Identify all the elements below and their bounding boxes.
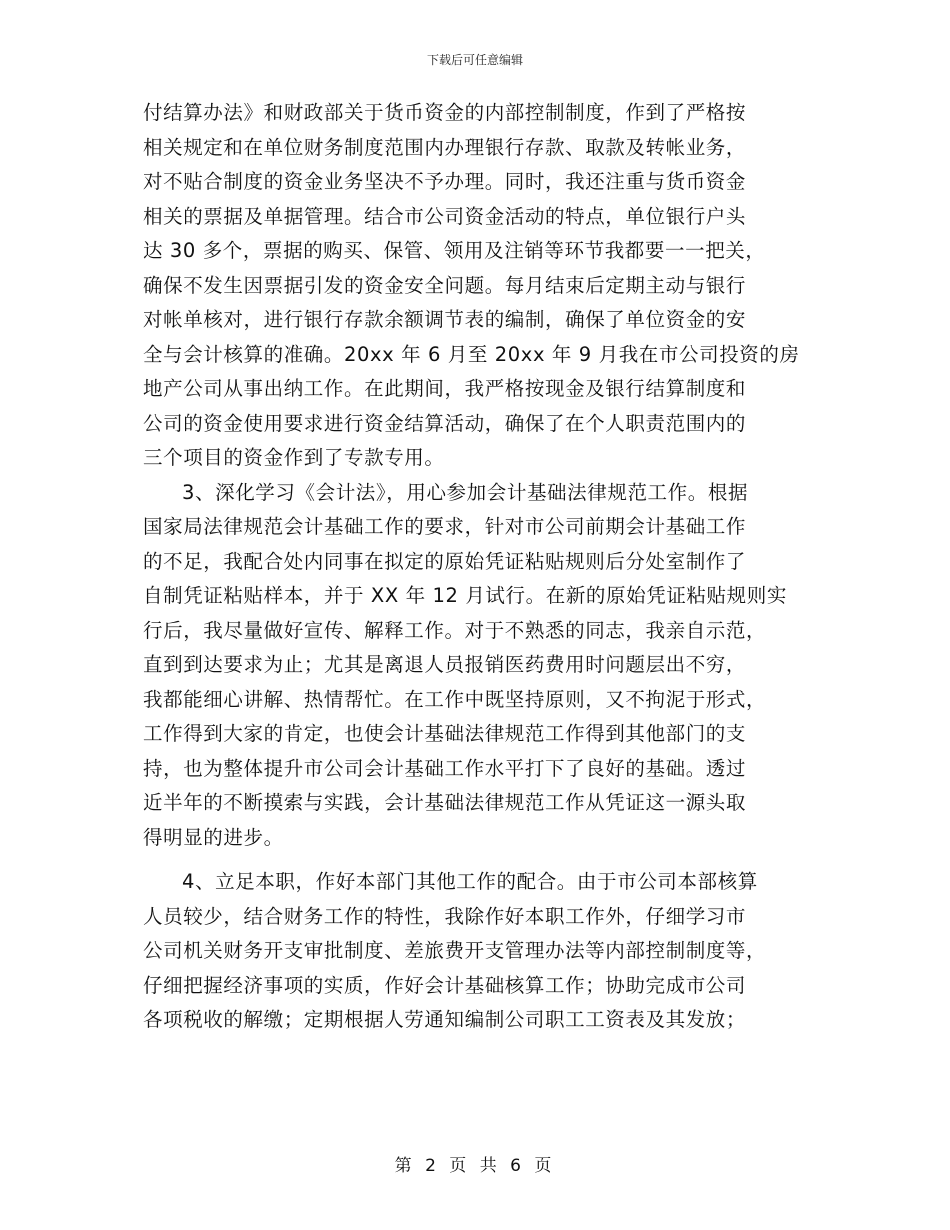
paragraph-2 <box>143 476 808 856</box>
text-line: 确保不发生因票据引发的资金安全问题。每月结束后定期主动与银行 <box>143 273 747 297</box>
text-line: 工作得到大家的肯定，也使会计基础法律规范工作得到其他部门的支 <box>143 722 747 745</box>
page-number-footer: 第 2 页 共 6 页 <box>394 1156 556 1176</box>
text-line: 人员较少，结合财务工作的特性，我除作好本职工作外，仔细学习市 <box>143 904 747 928</box>
text-line: 近半年的不断摸索与实践，会计基础法律规范工作从凭证这一源头取 <box>143 791 747 814</box>
text-line: 三个项目的资金作到了专款专用。 <box>143 446 445 469</box>
text-line: 直到到达要求为止；尤其是离退人员报销医药费用时问题层出不穷， <box>143 653 747 676</box>
text-line: 达 30 多个，票据的购买、保管、领用及注销等环节我都要一一把关， <box>143 239 766 262</box>
document-body <box>143 96 808 1038</box>
text-line: 国家局法律规范会计基础工作的要求，针对市公司前期会计基础工作 <box>143 515 747 538</box>
text-line: 我都能细心讲解、热情帮忙。在工作中既坚持原则，又不拘泥于形式， <box>143 687 767 711</box>
text-line: 各项税收的解缴；定期根据人劳通知编制公司职工工资表及其发放； <box>143 1008 747 1031</box>
text-line: 对不贴合制度的资金业务坚决不予办理。同时，我还注重与货币资金 <box>143 170 747 193</box>
text-line: 持，也为整体提升市公司会计基础工作水平打下了良好的基础。透过 <box>143 756 747 780</box>
paragraph-1 <box>143 96 808 476</box>
text-line: 全与会计核算的准确。20xx 年 6 月至 20xx 年 9 月我在市公司投资的房 <box>143 342 800 366</box>
text-line: 公司的资金使用要求进行资金结算活动，确保了在个人职责范围内的 <box>143 411 747 435</box>
text-line: 3、深化学习《会计法》，用心参加会计基础法律规范工作。根据 <box>182 480 749 504</box>
text-line: 4、立足本职，作好本部门其他工作的配合。由于市公司本部核算 <box>182 870 758 893</box>
text-line: 对帐单核对，进行银行存款余额调节表的编制，确保了单位资金的安 <box>143 308 747 331</box>
text-line: 自制凭证粘贴样本，并于 XX 年 12 月试行。在新的原始凭证粘贴规则实 <box>143 584 787 607</box>
text-line: 地产公司从事出纳工作。在此期间，我严格按现金及银行结算制度和 <box>143 377 747 400</box>
text-line: 公司机关财务开支审批制度、差旅费开支管理办法等内部控制制度等， <box>143 939 767 962</box>
text-line: 得明显的进步。 <box>143 825 284 849</box>
text-line: 的不足，我配合处内同事在拟定的原始凭证粘贴规则后分处室制作了 <box>143 549 747 573</box>
text-line: 行后，我尽量做好宣传、解释工作。对于不熟悉的同志，我亲自示范， <box>143 618 767 642</box>
page-header: 下载后可任意编辑 <box>426 53 523 67</box>
text-line: 仔细把握经济事项的实质，作好会计基础核算工作；协助完成市公司 <box>143 973 747 997</box>
text-line: 付结算办法》和财政部关于货币资金的内部控制制度，作到了严格按 <box>143 101 747 124</box>
paragraph-3 <box>143 865 808 1038</box>
text-line: 相关的票据及单据管理。结合市公司资金活动的特点，单位银行户头 <box>143 204 747 228</box>
text-line: 相关规定和在单位财务制度范围内办理银行存款、取款及转帐业务， <box>143 135 747 159</box>
